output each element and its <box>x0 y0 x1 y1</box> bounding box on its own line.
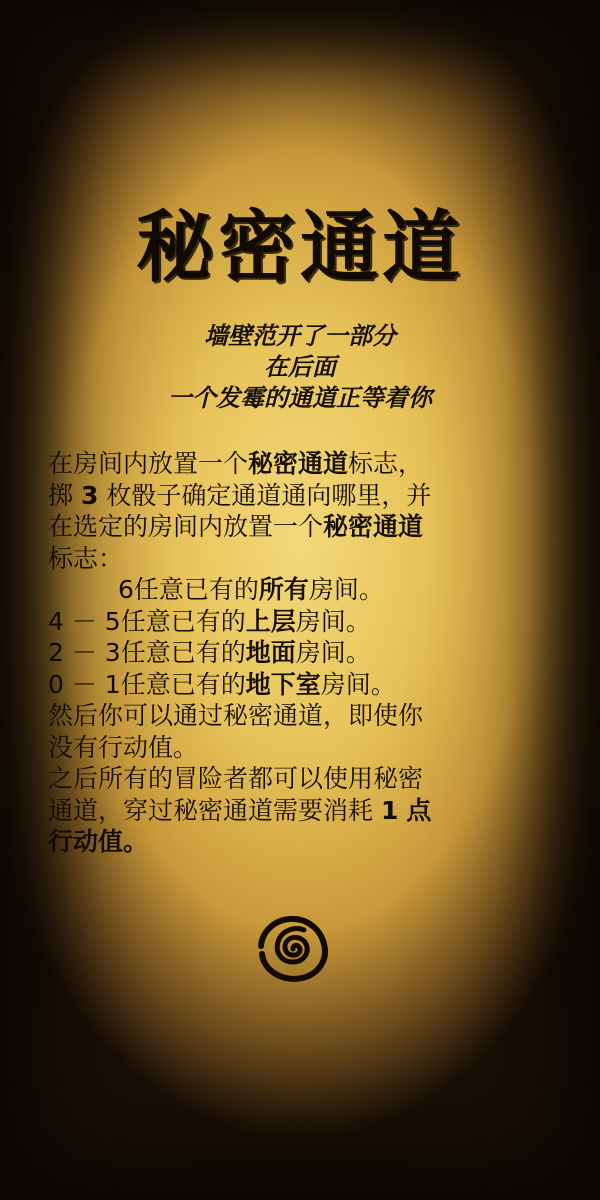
rules-line: 然后你可以通过秘密通道，即使你 <box>48 701 424 730</box>
roll-result-line: 6任意已有的所有房间。 <box>118 575 384 604</box>
spiral-icon <box>256 914 330 984</box>
roll-result-line: 2 － 3任意已有的地面房间。 <box>48 638 371 667</box>
flavor-line: 一个发霉的通道正等着你 <box>168 383 432 412</box>
card-rules-text <box>48 448 558 858</box>
flavor-line: 墙壁范开了一部分 <box>204 321 396 350</box>
rules-line: 掷 3 枚骰子确定通道通向哪里，并 <box>48 480 432 510</box>
card-title: 秘密通道 <box>135 203 464 293</box>
rules-line: 标志： <box>48 543 124 573</box>
rules-line: 在选定的房间内放置一个秘密通道 <box>48 512 424 541</box>
rules-line: 在房间内放置一个秘密通道标志， <box>48 449 424 478</box>
rules-line: 通道，穿过秘密通道需要消耗 1 点 <box>48 795 432 825</box>
rules-line: 行动值。 <box>48 827 149 856</box>
rules-line: 之后所有的冒险者都可以使用秘密 <box>48 764 424 793</box>
roll-result-line: 4 － 5任意已有的上层房间。 <box>48 606 371 636</box>
rules-line: 没有行动值。 <box>48 732 199 762</box>
flavor-text <box>0 320 600 413</box>
roll-result-line: 0 － 1任意已有的地下室房间。 <box>48 669 396 699</box>
flavor-line: 在后面 <box>264 352 336 381</box>
